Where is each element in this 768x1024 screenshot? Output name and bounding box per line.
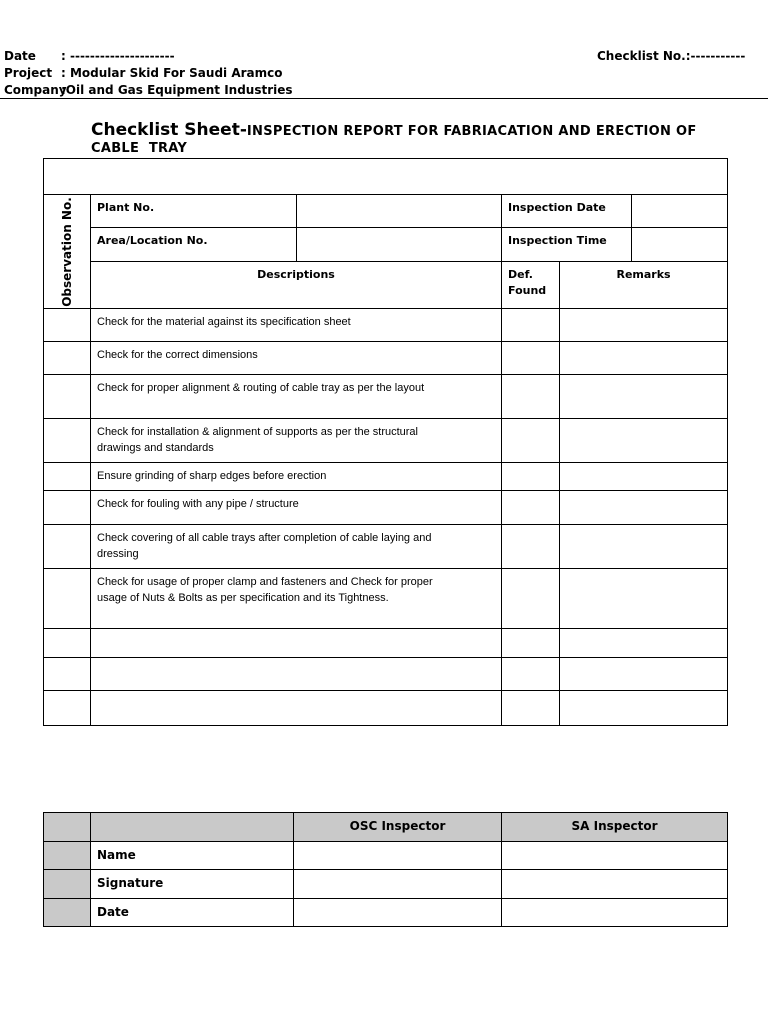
observation-cell[interactable] [44,463,91,491]
signature-label: Signature [91,870,294,899]
sa-signature-field[interactable] [502,870,728,899]
observation-cell[interactable] [44,491,91,525]
plant-no-field[interactable] [297,195,502,228]
def-found-cell[interactable] [502,525,560,569]
signoff-name-row [44,842,728,870]
def-found-cell[interactable] [502,491,560,525]
inspection-time-field[interactable] [632,228,728,261]
observation-cell[interactable] [44,309,91,342]
def-found-cell[interactable] [502,419,560,463]
checklist-table [43,158,728,726]
def-found-cell[interactable] [502,463,560,491]
table-row [44,419,728,463]
inspection-time-label: Inspection Time [502,228,632,261]
page-title [91,120,697,140]
observation-label: Observation No. [60,196,74,307]
table-row [44,569,728,629]
signoff-side-cell [44,899,91,927]
company-label: Company [4,83,67,97]
area-location-label: Area/Location No. [91,228,297,261]
def-found-cell[interactable] [502,658,560,691]
check-description [91,525,502,569]
area-location-field[interactable] [297,228,502,261]
def-found-header [502,261,560,308]
name-label: Name [91,842,294,870]
def-found-cell[interactable] [502,569,560,629]
check-text: Check for usage of proper clamp and fasteners and Check for proper usage of Nuts & Bolts as per specification and its Tightness. [97,576,433,604]
check-text: Check for the correct dimensions [97,349,258,361]
observation-cell[interactable] [44,569,91,629]
remarks-cell[interactable] [560,629,728,658]
osc-date-field[interactable] [294,899,502,927]
observation-cell[interactable] [44,419,91,463]
table-blank-top-row [44,159,728,195]
signoff-blank-header [91,813,294,842]
remarks-cell[interactable] [560,309,728,342]
def-found-line1: Def. [508,267,533,281]
date-row-label: Date [91,899,294,927]
check-text: Check for proper alignment & routing of cable tray as per the layout [97,382,425,394]
observation-cell[interactable] [44,525,91,569]
def-found-cell[interactable] [502,342,560,375]
description-cell[interactable] [91,658,502,691]
sa-inspector-header: SA Inspector [502,813,728,842]
table-row-empty [44,629,728,658]
plant-no-label: Plant No. [91,195,297,228]
check-text: Ensure grinding of sharp edges before erection [97,470,327,482]
table-row [44,375,728,419]
title-subtitle-line2: CABLE TRAY [91,141,188,156]
remarks-cell[interactable] [560,525,728,569]
signoff-corner-cell [44,813,91,842]
remarks-cell[interactable] [560,658,728,691]
descriptions-header: Descriptions [91,261,502,308]
checklist-number: Checklist No.:----------- [597,49,746,63]
check-description [91,491,502,525]
project-label: Project [4,66,53,80]
project-value: : Modular Skid For Saudi Aramco [61,66,283,80]
signoff-side-cell [44,870,91,899]
check-description [91,375,502,419]
remarks-cell[interactable] [560,691,728,726]
description-cell[interactable] [91,691,502,726]
remarks-cell[interactable] [560,375,728,419]
def-found-cell[interactable] [502,691,560,726]
check-description [91,309,502,342]
sa-date-field[interactable] [502,899,728,927]
def-found-cell[interactable] [502,309,560,342]
sa-name-field[interactable] [502,842,728,870]
observation-column-header [44,195,91,309]
osc-inspector-header: OSC Inspector [294,813,502,842]
blank-cell[interactable] [44,159,728,195]
observation-cell[interactable] [44,691,91,726]
signoff-header-row [44,813,728,842]
remarks-cell[interactable] [560,491,728,525]
table-row-empty [44,658,728,691]
def-found-cell[interactable] [502,375,560,419]
inspection-date-label: Inspection Date [502,195,632,228]
check-text: Check for the material against its specification sheet [97,316,351,328]
check-text: Check for installation & alignment of supports as per the structural drawings and standards [97,426,418,454]
check-description [91,342,502,375]
check-description [91,463,502,491]
observation-cell[interactable] [44,375,91,419]
date-label: Date [4,49,36,63]
table-row [44,525,728,569]
date-value: : --------------------- [61,49,175,63]
signoff-table [43,812,728,927]
plant-row [44,195,728,228]
check-text: Check for fouling with any pipe / structure [97,498,299,510]
def-found-cell[interactable] [502,629,560,658]
table-row [44,342,728,375]
header-divider [0,98,768,99]
observation-cell[interactable] [44,342,91,375]
table-row [44,309,728,342]
table-row [44,491,728,525]
company-value: :Oil and Gas Equipment Industries [61,83,293,97]
remarks-cell[interactable] [560,342,728,375]
osc-signature-field[interactable] [294,870,502,899]
description-cell[interactable] [91,629,502,658]
check-description [91,419,502,463]
signoff-side-cell [44,842,91,870]
observation-cell[interactable] [44,658,91,691]
remarks-header: Remarks [560,261,728,308]
remarks-cell[interactable] [560,569,728,629]
title-main: Checklist Sheet- [91,120,247,140]
signoff-signature-row [44,870,728,899]
table-row [44,463,728,491]
title-subtitle-line1: INSPECTION REPORT FOR FABRIACATION AND ERECTION OF [246,124,697,139]
observation-cell[interactable] [44,629,91,658]
table-row-empty [44,691,728,726]
signoff-date-row [44,899,728,927]
osc-name-field[interactable] [294,842,502,870]
inspection-date-field[interactable] [632,195,728,228]
check-text: Check covering of all cable trays after completion of cable laying and dressing [97,532,432,560]
area-row [44,228,728,261]
remarks-cell[interactable] [560,463,728,491]
column-header-row [44,261,728,308]
remarks-cell[interactable] [560,419,728,463]
check-description [91,569,502,629]
def-found-line2: Found [508,283,547,297]
